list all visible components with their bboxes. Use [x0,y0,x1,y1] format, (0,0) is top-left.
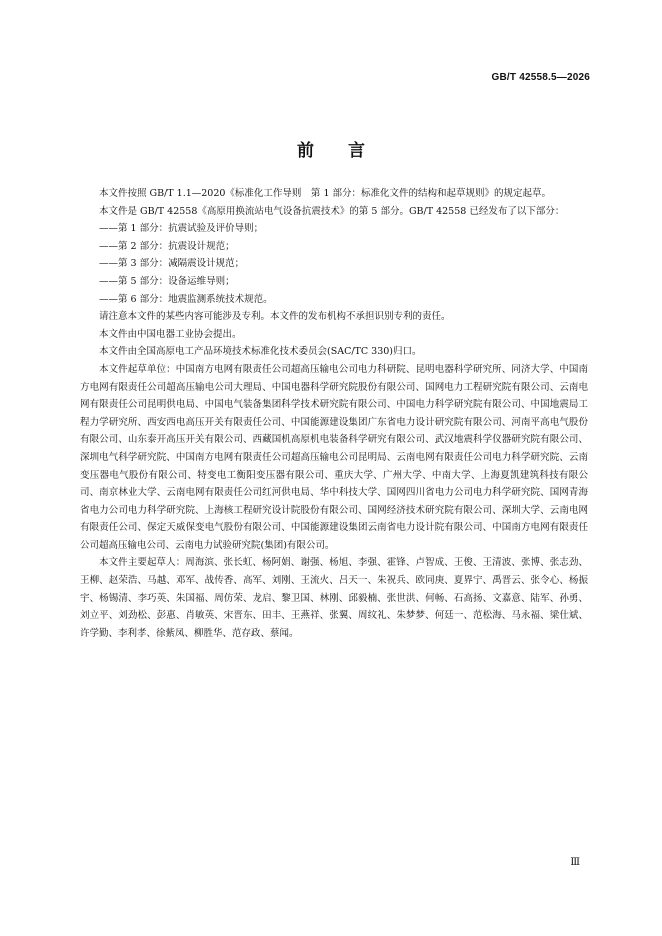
list-item: ——第 2 部分：抗震设计规范； [99,240,235,252]
foreword-body [80,185,588,642]
paragraph-patent-notice: 请注意本文件的某些内容可能涉及专利。本文件的发布机构不承担识别专利的责任。 [99,311,451,323]
page-number: Ⅲ [570,857,580,868]
paragraph-series-parts: 本文件是 GB/T 42558《高原用换流站电气设备抗震技术》的第 5 部分。GB/T 42558 已经发布了以下部分： [99,205,565,217]
paragraph-main-drafters: 本文件主要起草人：周海滨、张长虹、杨阿娟、谢强、杨旭、李强、霍锋、卢智成、王俊、王清波、张博、张志劲、王柳、赵荣浩、马越、邓军、战传香、高军、刘刚、王流火、吕天一、朱祝兵、欧同庚、夏界宁、禹晋云、张令心、杨振宇、杨锡清、李巧英、朱国福、周仿荣、龙启、黎卫国、林刚、邱毅楠、张世洪、何畅、石高扬、文嘉意、陆军、孙勇、刘立平、刘劲松、彭惠、肖敏英、宋晋东、田丰、王燕祥、张翼、周纹礼、朱梦梦、何廷一、范松海、马永福、梁仕斌、许学勤、李利孝、徐紫凤、柳胜华、范存政、蔡闻。 [80,557,588,639]
list-item: ——第 6 部分：地震监测系统技术规范。 [99,293,273,305]
paragraph-technical-committee: 本文件由全国高原电工产品环境技术标准化技术委员会(SAC/TC 330)归口。 [99,346,422,358]
list-item: ——第 3 部分：减隔震设计规范； [99,258,245,270]
paragraph-drafting-organizations: 本文件起草单位：中国南方电网有限责任公司超高压输电公司电力科研院、昆明电器科学研究所、同济大学、中国南方电网有限责任公司超高压输电公司大理局、中国电器科学研究院股份有限公司、国网电力工程研究院有限公司、云南电网有限责任公司昆明供电局、中国电气装备集团科学技术研究院有限公司、中国电力科学研究院有限公司、中国地震局工程力学研究所、西安西电高压开关有限责任公司、中国能源建设集团广东省电力设计研究院有限公司、河南平高电气股份有限公司、山东泰开高压开关有限公司、西藏国机高原机电装备科学研究有限公司、武汉地震科学仪器研究院有限公司、深圳电气科学研究院、中国南方电网有限责任公司超高压输电公司昆明局、云南电网有限责任公司电力科学研究院、云南变压器电气股份有限公司、特变电工衡阳变压器有限公司、重庆大学、广州大学、中南大学、上海夏凯建筑科技有限公司、南京林业大学、云南电网有限责任公司红河供电局、华中科技大学、国网四川省电力公司电力科学研究院、国网青海省电力公司电力科学研究院、上海核工程研究设计院股份有限公司、国网经济技术研究院有限公司、深圳大学、云南电网有限责任公司、保定天威保变电气股份有限公司、中国能源建设集团云南省电力设计院有限公司、中国南方电网有限责任公司超高压输电公司、云南电力试验研究院(集团)有限公司。 [80,363,588,551]
page-title: 前言 [297,141,399,161]
paragraph-drafting-rules: 本文件按照 GB/T 1.1—2020《标准化工作导则 第 1 部分：标准化文件的结构和起草规则》的规定起草。 [99,188,552,199]
list-item: ——第 5 部分：设备运维导则； [99,275,235,287]
paragraph-proposer: 本文件由中国电器工业协会提出。 [99,328,242,340]
parts-list [80,220,588,308]
standard-code: GB/T 42558.5—2026 [491,72,590,83]
list-item: ——第 1 部分：抗震试验及评价导则； [99,223,264,235]
